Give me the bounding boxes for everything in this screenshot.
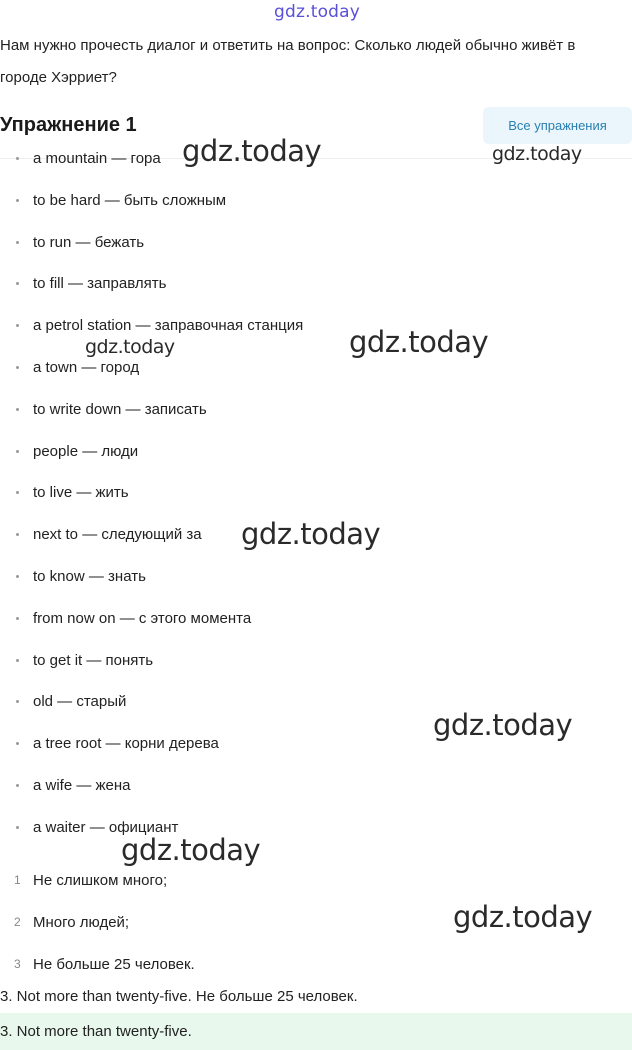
vocab-text: to write down — записать xyxy=(33,400,207,418)
list-item xyxy=(0,305,303,347)
vocab-text: to live — жить xyxy=(33,484,129,502)
watermark: gdz.today xyxy=(433,708,573,742)
vocab-text: a town — город xyxy=(33,358,140,376)
list-item xyxy=(0,765,303,807)
list-item xyxy=(0,472,303,514)
answer-text: 3. Not more than twenty-five. xyxy=(0,1023,192,1040)
vocab-text: a petrol station — заправочная станция xyxy=(33,317,304,335)
bullet-icon xyxy=(16,491,19,494)
option-number: 1 xyxy=(14,873,21,887)
vocab-text: old — старый xyxy=(33,693,127,711)
option-number: 2 xyxy=(14,914,21,929)
answer-box xyxy=(0,1013,632,1050)
list-item xyxy=(0,347,303,389)
bullet-icon xyxy=(16,324,19,327)
option-text: Много людей; xyxy=(33,913,130,931)
option-number: 3 xyxy=(14,956,21,971)
vocab-text: from now on — с этого момента xyxy=(33,609,252,627)
vocab-text: a mountain — гора xyxy=(33,150,161,167)
bullet-icon xyxy=(16,241,19,244)
option-item xyxy=(0,860,195,902)
list-item xyxy=(0,723,303,765)
section-title: Упражнение 1 xyxy=(0,114,137,136)
bullet-icon xyxy=(16,784,19,787)
list-item xyxy=(0,138,303,180)
watermark: gdz.today xyxy=(121,833,261,867)
bullet-icon xyxy=(16,826,19,829)
bullet-icon xyxy=(16,157,19,160)
site-logo[interactable]: gdz.today xyxy=(274,2,361,22)
option-text: Не слишком много; xyxy=(33,872,168,889)
bullet-icon xyxy=(16,199,19,202)
list-item xyxy=(0,431,303,473)
vocab-text: to get it — понять xyxy=(33,651,154,669)
vocab-text: a tree root — корни дерева xyxy=(33,735,219,753)
answer-options xyxy=(0,860,195,985)
translation-line: 3. Not more than twenty-five. Не больше 25 человек. xyxy=(0,988,358,1005)
all-exercises-button[interactable]: Все упражнения xyxy=(483,107,632,144)
watermark: gdz.today xyxy=(349,325,489,359)
vocab-text: to be hard — быть сложным xyxy=(33,191,227,209)
vocab-text: a waiter — официант xyxy=(33,818,179,836)
bullet-icon xyxy=(16,575,19,578)
bullet-icon xyxy=(16,659,19,662)
option-item xyxy=(0,944,195,986)
bullet-icon xyxy=(16,700,19,703)
watermark: gdz.today xyxy=(182,134,322,168)
option-item xyxy=(0,902,195,944)
vocab-text: next to — следующий за xyxy=(33,526,202,544)
list-item xyxy=(0,263,303,305)
list-item xyxy=(0,681,303,723)
task-description: Нам нужно прочесть диалог и ответить на вопрос: Сколько людей обычно живёт в городе Хэрриет? xyxy=(0,37,576,86)
vocabulary-list xyxy=(0,138,303,849)
list-item xyxy=(0,222,303,264)
watermark: gdz.today xyxy=(492,143,582,165)
vocab-text: to run — бежать xyxy=(33,233,145,251)
watermark: gdz.today xyxy=(241,517,381,551)
list-item xyxy=(0,514,303,556)
watermark: gdz.today xyxy=(85,336,175,358)
bullet-icon xyxy=(16,282,19,285)
bullet-icon xyxy=(16,450,19,453)
watermark: gdz.today xyxy=(453,900,593,934)
list-item xyxy=(0,807,303,849)
vocab-text: people — люди xyxy=(33,442,139,460)
bullet-icon xyxy=(16,533,19,536)
list-item xyxy=(0,180,303,222)
list-item xyxy=(0,598,303,640)
vocab-text: a wife — жена xyxy=(33,776,131,794)
list-item xyxy=(0,389,303,431)
bullet-icon xyxy=(16,617,19,620)
bullet-icon xyxy=(16,408,19,411)
vocab-text: to fill — заправлять xyxy=(33,275,167,293)
vocab-text: to know — знать xyxy=(33,567,146,585)
bullet-icon xyxy=(16,742,19,745)
option-text: Не больше 25 человек. xyxy=(33,955,195,973)
list-item xyxy=(0,640,303,682)
bullet-icon xyxy=(16,366,19,369)
list-item xyxy=(0,556,303,598)
